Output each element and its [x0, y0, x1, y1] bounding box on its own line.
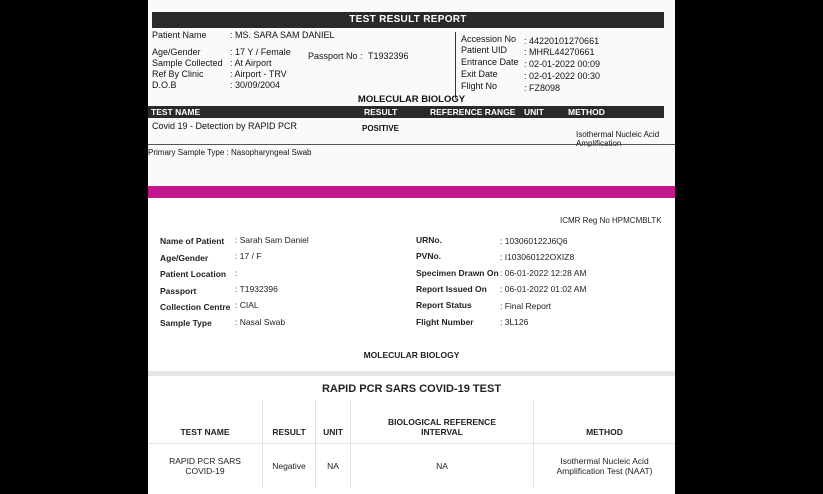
field-label: Sample Type [160, 318, 212, 328]
col-unit: UNIT [524, 107, 544, 117]
cell-test-name: RAPID PCR SARS COVID-19 [148, 444, 263, 489]
field-value: : 17 / F [235, 251, 262, 261]
sample-collected-label: Sample Collected [152, 58, 223, 68]
field-value: : I103060122OXIZ8 [500, 252, 575, 262]
field-value: : Final Report [500, 301, 552, 311]
col-result: RESULT [263, 400, 316, 444]
section-heading: MOLECULAR BIOLOGY [357, 94, 466, 105]
field-value: : T1932396 [235, 284, 278, 294]
field-label: URNo. [416, 235, 442, 245]
col-unit: UNIT [316, 400, 351, 444]
col-reference: REFERENCE RANGE [430, 107, 516, 117]
uid-label: Patient UID [461, 45, 508, 55]
col-method: METHOD [534, 400, 676, 444]
field-value: : [235, 268, 238, 278]
col-result: RESULT [364, 107, 398, 117]
table-row [148, 444, 675, 489]
icmr-reg-no: ICMR Reg No HPMCMBLTK [560, 216, 662, 225]
accession-value: : 44220101270661 [524, 36, 600, 46]
field-value: : Sarah Sam Daniel [235, 235, 309, 245]
cell-reference: NA [351, 444, 534, 489]
passport-value: T1932396 [368, 51, 409, 61]
dob-value: : 30/09/2004 [230, 80, 281, 90]
results-table [148, 400, 675, 488]
age-gender-value: : 17 Y / Female [230, 47, 291, 57]
accession-box [455, 32, 634, 98]
dob-label: D.O.B [152, 80, 177, 90]
exit-label: Exit Date [461, 69, 498, 79]
sample-collected-value: : At Airport [230, 58, 272, 68]
entrance-value: : 02-01-2022 00:09 [524, 59, 601, 69]
passport-label: Passport No : [308, 51, 363, 61]
field-label: Report Status [416, 300, 472, 310]
field-label: Name of Patient [160, 236, 225, 246]
field-label: Patient Location [160, 269, 227, 279]
patient-name-label: Patient Name [152, 30, 207, 40]
accession-label: Accession No [461, 34, 517, 44]
patient-name-value: : MS. SARA SAM DANIEL [230, 30, 335, 40]
bottom-test-report [148, 198, 675, 494]
field-value: : 103060122J6Q6 [500, 236, 568, 246]
report-collage [148, 0, 675, 494]
ref-by-label: Ref By Clinic [152, 69, 204, 79]
cell-method: Isothermal Nucleic Acid Amplification Test (NAAT) [556, 456, 653, 476]
field-value: : 06-01-2022 01:02 AM [500, 284, 587, 294]
field-label: Passport [160, 286, 197, 296]
field-label: Collection Centre [160, 302, 231, 312]
field-value: : 06-01-2022 12:28 AM [500, 268, 587, 278]
primary-sample-type: Primary Sample Type : Nasopharyngeal Swab [148, 148, 312, 157]
field-value: : 3L126 [500, 317, 529, 327]
result-test-name: Covid 19 - Detection by RAPID PCR [152, 121, 298, 131]
pink-separator [148, 186, 675, 198]
ref-by-value: : Airport - TRV [230, 69, 287, 79]
result-value: POSITIVE [362, 124, 399, 133]
field-value: : Nasal Swab [235, 317, 286, 327]
divider [148, 371, 675, 376]
top-test-report [148, 0, 675, 186]
exit-value: : 02-01-2022 00:30 [524, 71, 601, 81]
field-value: : CIAL [235, 300, 259, 310]
flight-value: : FZ8098 [524, 83, 561, 93]
table-header-row [148, 400, 675, 444]
cell-result: Negative [263, 444, 316, 489]
age-gender-label: Age/Gender [152, 47, 201, 57]
field-label: Report Issued On [416, 284, 487, 294]
test-title: RAPID PCR SARS COVID-19 TEST [321, 383, 502, 395]
report-title: TEST RESULT REPORT [152, 12, 664, 28]
field-label: Specimen Drawn On [416, 268, 499, 278]
field-label: Flight Number [416, 317, 474, 327]
result-method-line1: Isothermal Nucleic Acid [576, 130, 660, 139]
field-label: PVNo. [416, 251, 442, 261]
divider [148, 144, 675, 145]
section-heading: MOLECULAR BIOLOGY [363, 350, 460, 360]
flight-label: Flight No [461, 81, 498, 91]
col-test-name: TEST NAME [148, 400, 263, 444]
uid-value: : MHRL44270661 [524, 47, 595, 57]
entrance-label: Entrance Date [461, 57, 519, 67]
col-method: METHOD [568, 107, 605, 117]
results-header [148, 106, 664, 118]
cell-unit: NA [316, 444, 351, 489]
field-label: Age/Gender [160, 253, 209, 263]
col-reference: BIOLOGICAL REFERENCE INTERVAL [351, 400, 534, 444]
col-test-name: TEST NAME [151, 107, 201, 117]
